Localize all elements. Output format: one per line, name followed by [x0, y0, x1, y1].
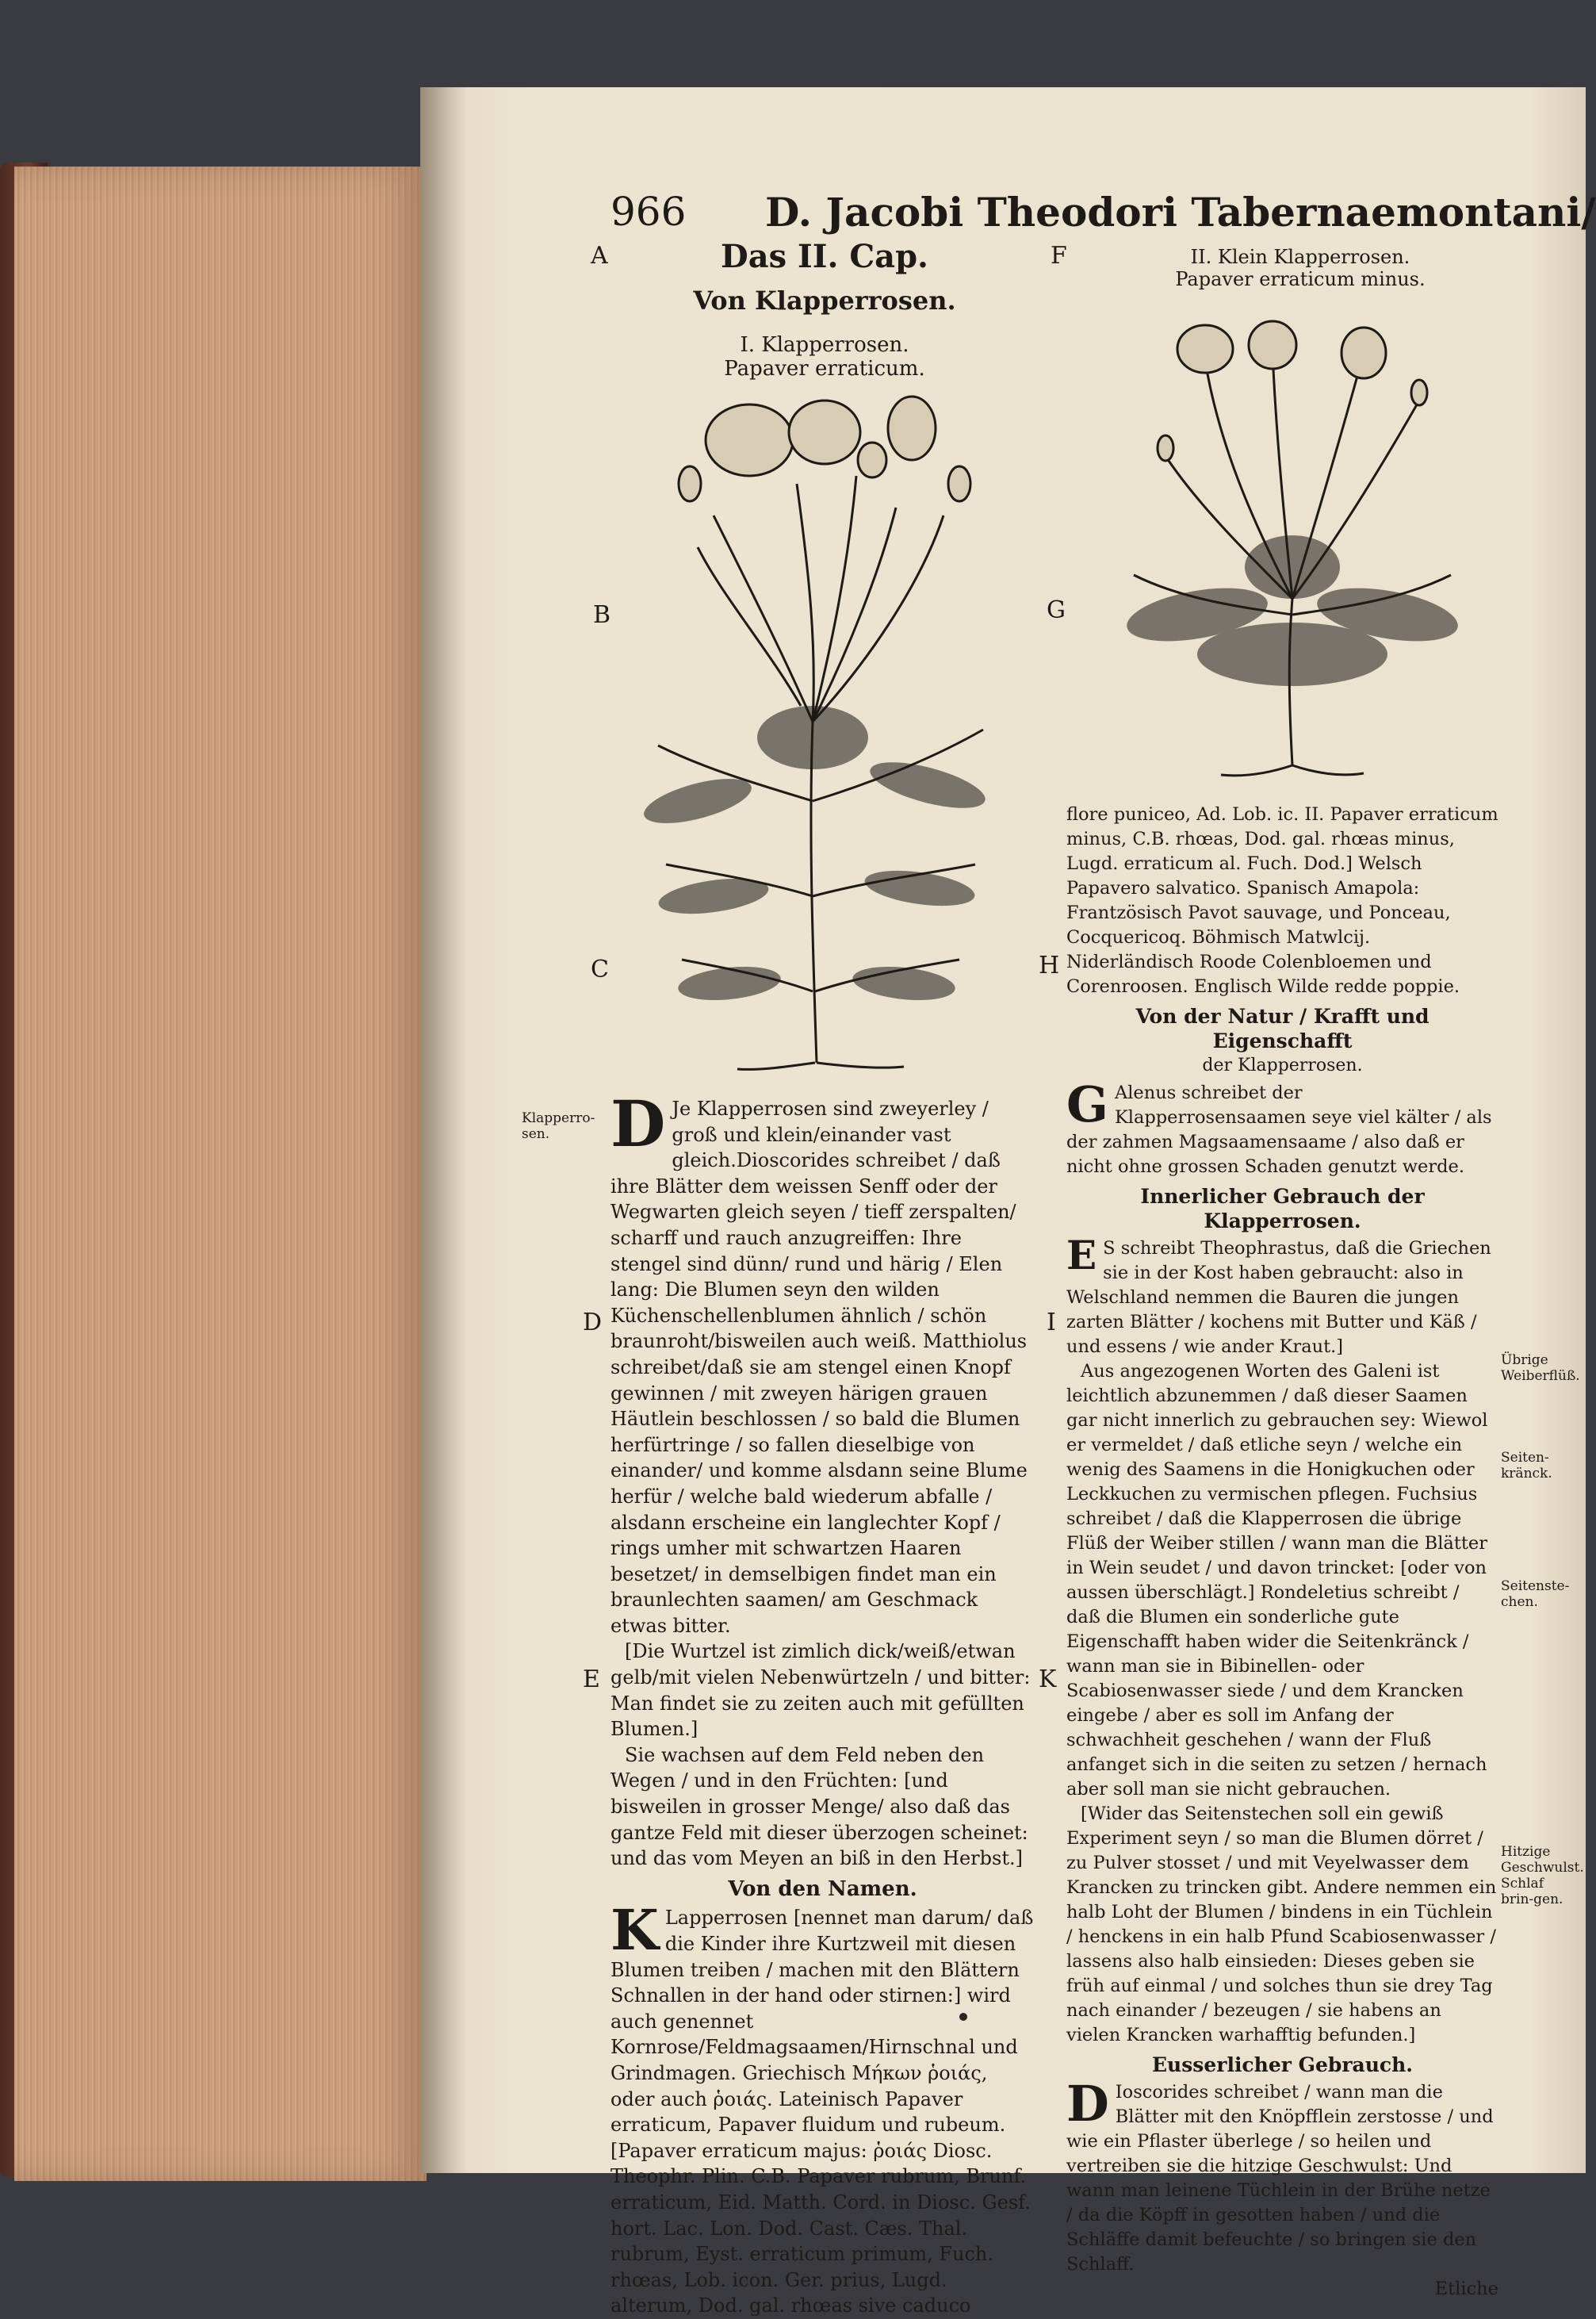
margin-note-seitenstechen: Seitenste-chen. — [1501, 1578, 1570, 1610]
margin-letter-d: D — [583, 1309, 603, 1336]
gutter-shadow — [420, 87, 468, 2173]
chapter-subheading: Von Klapperrosen. — [693, 286, 956, 316]
margin-letter-c: C — [591, 956, 609, 983]
drop-cap-d: D — [610, 1087, 666, 1161]
drop-cap-d2: D — [1066, 2075, 1109, 2133]
right-paragraph-3: E S schreibt Theophrastus, daß die Griechen sie in der Kost haben gebraucht: also in Welschland nemmen die Bauren die jungen zarten Blätter / kochens mit Butter und Käß / und essens / wie ander Kraut.] — [1066, 1232, 1491, 1357]
right-paragraph-6: D Ioscorides schreibet / wann man die Blätter mit den Knöpfflein zerstosse / und wie ein Pflaster überlege / so heilen und vertreiben sie die hitzige Geschwulst: Und wann man leinene Tüchlein in der Brühe netze / da die Köpff in gesotten haben / und die Schläffe damit befeuchte / so bringen sie den Schlaff. — [1066, 2075, 1494, 2275]
margin-letter-b: B — [593, 601, 611, 629]
margin-letter-h: H — [1039, 952, 1060, 979]
right-paragraph-4: Aus angezogenen Worten des Galeni ist leichtlich abzunemmen / daß dieser Saamen gar nicht innerlich zu gebrauchen sey: Wiewol er vermeldet / daß etliche seyn / welche ein wenig des Saamens in die Honigkuchen oder Leckkuchen zu vermischen pflegen. Fuchsius schreibet / daß die Klapperrosen die übrige Flüß der Weiber stillen / wann man die Blätter in Wein seudet / und davon trincket: [oder von aussen überschlägt.] Rondeletius schreibt / daß die Blumen ein sonderliche gute Eigenschafft haben wider die Seitenkränck / wann man sie in Bibinellen- oder Scabiosenwasser siede / und dem Krancken eingebe / aber es soll im Anfang der schwachheit geschehen / wann der Fluß anfanget sich in die seiten zu setzen / hernach aber soll man sie nicht gebrauchen. — [1066, 1361, 1488, 1800]
left-paragraph-4: K Lapperrosen [nennet man darum/ daß die Kinder ihre Kurtzweil mit diesen Blumen treiben / machen mit den Blättern Schnallen in der hand oder stirnen:] wird auch genennet Kornrose/Feldmagsaamen/Hirnschnal und Grindmagen. Griechisch Μήκων ῥοιάς, oder auch ῥοιάς. Lateinisch Papaver erraticum, Papaver fluidum und rubeum. [Papaver erraticum majus: ῥοιάς Diosc. Theophr. Plin. C.B. Papaver rubrum, Brunf. erraticum, Eid. Matth. Cord. in Diosc. Gesf. hort. Lac. Lon. Dod. Cast. Cæs. Thal. rubrum, Eyst. erraticum primum, Fuch. rhœas, Lob. icon. Ger. prius, Lugd. alterum, Dod. gal. rhœas sive caduco — [610, 1897, 1034, 2317]
drop-cap-k: K — [610, 1897, 659, 1964]
left-paragraph-3: Sie wachsen auf dem Feld neben den Wegen / und in den Früchten: [und bisweilen in grosser Menge/ also daß das gantze Feld mit dieser überzogen scheinet: und das vom Meyen an biß in den Herbst.] — [610, 1743, 1028, 1870]
figure1-title: I. Klapperrosen. — [740, 333, 909, 357]
right-paragraph-2: G Alenus schreibet der Klapperrosensaamen seye viel kälter / als der zahmen Magsaamensaame / also daß er nicht ohne grossen Schaden genutzt werde. — [1066, 1075, 1492, 1177]
margin-letter-f: F — [1051, 242, 1067, 270]
right-paragraph-5: [Wider das Seitenstechen soll ein gewiß Experiment seyn / so man die Blumen dörret / zu Pulver stosset / und mit Veyelwasser dem Krancken zu trincken gibt. Andere nemmen ein halb Loht der Blumen / bindens in ein Tüchlein / henckens in ein halb Pfund Scabiosenwasser / lassens also halb einsieden: Dieses geben sie früh auf einmal / und solches thun sie drey Tag nach einander / bezeugen / sie habens an vielen Krancken warhafftig befunden.] — [1066, 1803, 1497, 2045]
right-text-column — [1066, 803, 1498, 2299]
drop-cap-e: E — [1066, 1232, 1097, 1278]
section-heading-names: Von den Namen. — [728, 1876, 917, 1901]
margin-letter-i: I — [1047, 1309, 1056, 1336]
margin-letter-g: G — [1047, 596, 1066, 624]
catchword: Etliche — [1434, 2279, 1498, 2299]
section-subheading-nature: der Klapperrosen. — [1202, 1056, 1363, 1075]
margin-note-klapperrosen: Klapperro- sen. — [522, 1110, 595, 1142]
figure1-poppy-woodcut — [610, 389, 1023, 1079]
page-edges — [14, 167, 427, 2181]
figure2-title: II. Klein Klapperrosen. — [1190, 246, 1410, 268]
margin-letter-e: E — [583, 1665, 600, 1693]
drop-cap-g: G — [1066, 1075, 1108, 1133]
left-text-column — [610, 1087, 1035, 2317]
running-title: D. Jacobi Theodori Tabernaemontani/ — [765, 189, 1596, 236]
section-heading-nature: Von der Natur / Krafft und Eigenschafft — [1135, 1005, 1430, 1052]
page-number: 966 — [610, 189, 687, 235]
figure2-latin: Papaver erraticum minus. — [1175, 268, 1426, 290]
margin-note-weiberfluss: Übrige Weiberflüß. — [1501, 1352, 1580, 1384]
margin-note-seitenkranck: Seiten-kränck. — [1501, 1450, 1552, 1481]
chapter-heading: Das II. Cap. — [721, 238, 928, 275]
left-paragraph-1: D Je Klapperrosen sind zweyerley / groß und klein/einander vast gleich.Dioscorides schreibet / daß ihre Blätter dem weissen Senff oder der Wegwarten gleich seyen / tieff zerspalten/ scharff und rauch anzugreiffen: Ihre stengel sind dünn/ rund und härig / Elen lang: Die Blumen seyn den wilden Küchenschellenblumen ähnlich / schön braunroht/bisweilen auch weiß. Matthiolus schreibet/daß sie am stengel einen Knopf gewinnen / mit zweyen härigen grauen Häutlein beschlossen / so bald die Blumen herfürtringe / so fallen dieselbige von einander/ und komme alsdann seine Blume herfür / welche bald wiederum abfalle / alsdann erscheine ein langlechter Kopf / rings umher mit schwartzen Haaren besetzet/ in demselbigen findet man ein braunlechten saamen/ am Geschmack etwas bitter. — [610, 1087, 1028, 1637]
margin-letter-a: A — [591, 242, 608, 270]
figure2-poppy-woodcut — [1102, 313, 1483, 789]
margin-letter-k: K — [1039, 1665, 1057, 1693]
figure1-latin: Papaver erraticum. — [724, 357, 925, 381]
page-ornament-dot — [959, 2013, 967, 2021]
section-heading-external: Eusserlicher Gebrauch. — [1151, 2053, 1414, 2076]
section-heading-internal: Innerlicher Gebrauch der Klapperrosen. — [1140, 1185, 1425, 1232]
left-paragraph-2: [Die Wurtzel ist zimlich dick/weiß/etwan gelb/mit vielen Nebenwürtzeln / und bitter: Man findet sie zu zeiten auch mit gefüllten Blumen.] — [610, 1640, 1031, 1741]
right-paragraph-1: flore puniceo, Ad. Lob. ic. II. Papaver erraticum minus, C.B. rhœas, Dod. gal. rhœas minus, Lugd. erraticum al. Fuch. Dod.] Welsch Papavero salvatico. Spanisch Amapola: Frantzösisch Pavot sauvage, und Ponceau, Cocquericoq. Böhmisch Matwlcij. Niderländisch Roode Colenbloemen und Corenroosen. Englisch Wilde redde poppie. — [1066, 804, 1498, 997]
margin-note-geschwulst: Hitzige Geschwulst. Schlaf brin-gen. — [1501, 1844, 1584, 1907]
